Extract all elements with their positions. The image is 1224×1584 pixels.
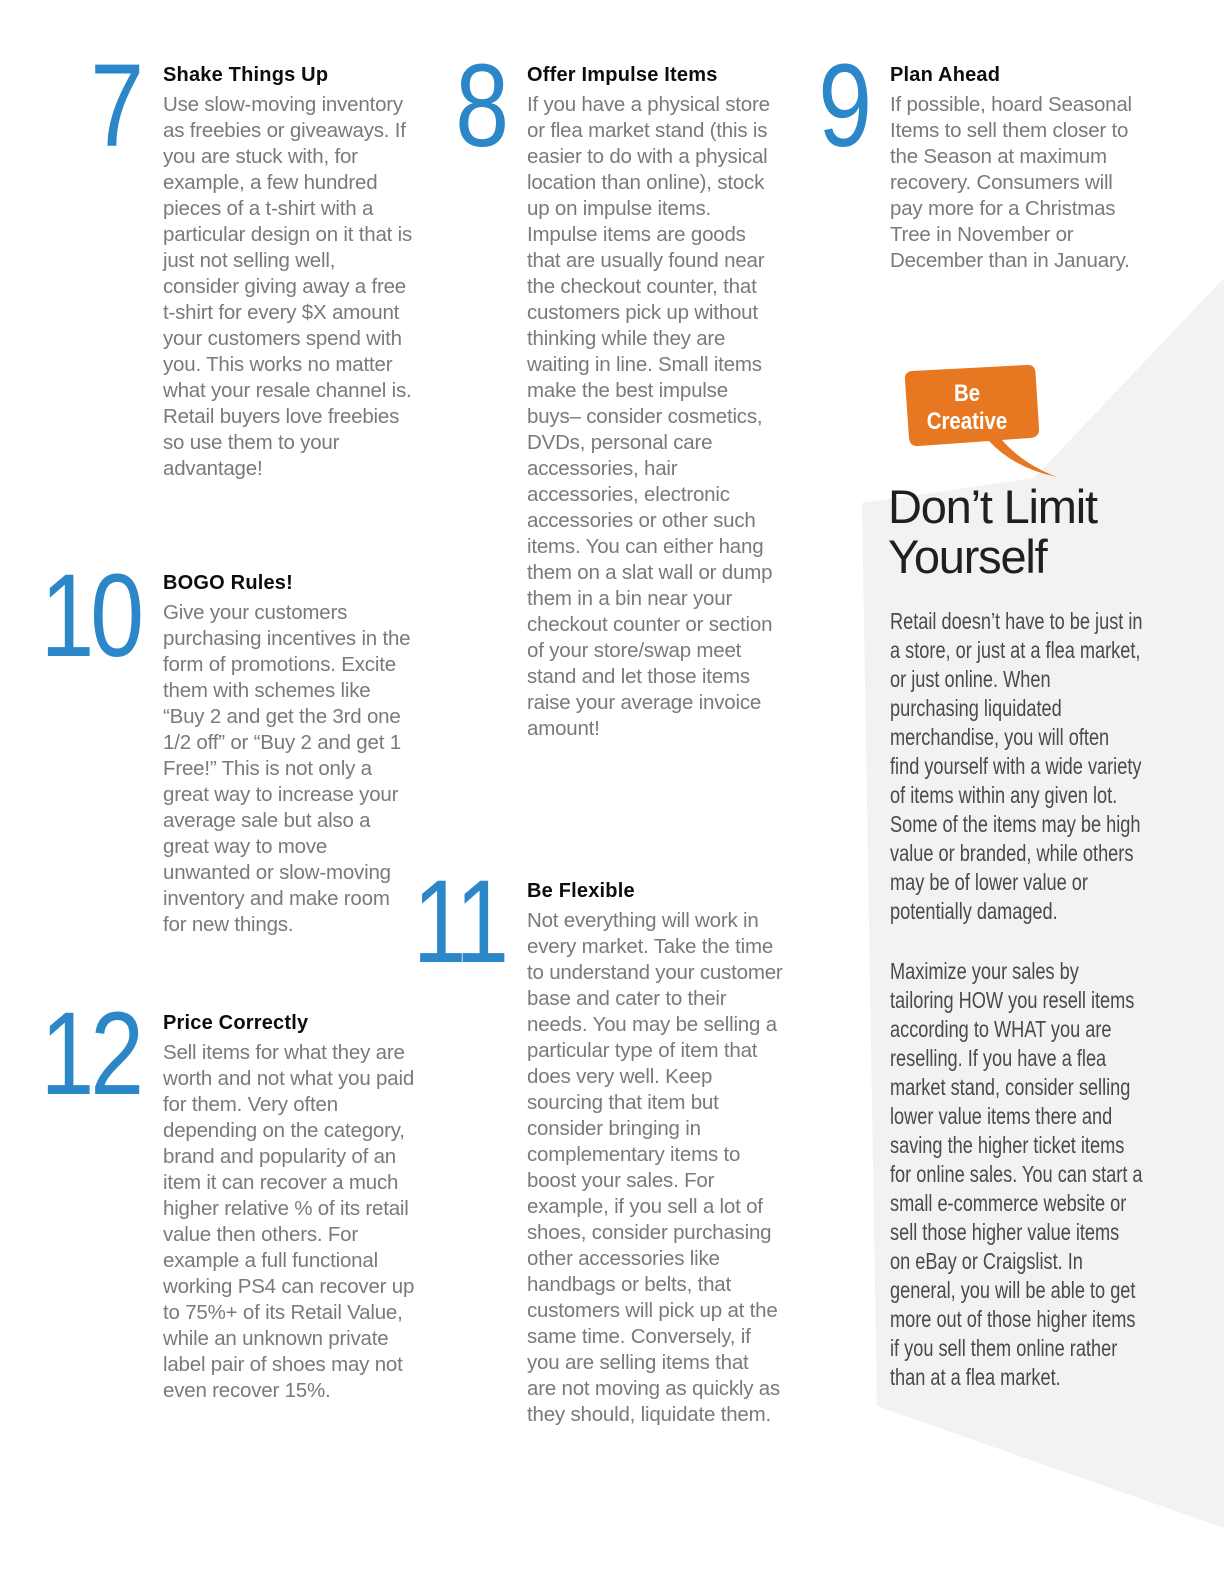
sidebar-paragraph-2: Maximize your sales by tailoring HOW you resell items according to WHAT you are reselling. If you have a flea market stand, consider selling lower value items there and saving the higher ticket items for online sales. You can start a small e-commerce website or sell those higher value items on eBay or Craigslist. In general, you will be able to get more out of those higher items if you sell them online rather than at a flea market. [890,958,1143,1390]
tip-10 [163,572,415,938]
callout-line-1: Be [953,380,981,407]
tip-8-title: Offer Impulse Items [527,64,718,86]
be-creative-callout [903,380,1031,436]
sidebar-paragraph-1: Retail doesn’t have to be just in a store, or just at a flea market, or just online. When purchasing liquidated merchandise, you will often find yourself with a wide variety of items within any given lot. Some of the items may be high value or branded, while others may be of lower value or potentially damaged. [890,608,1143,924]
sidebar-heading: Don’t Limit Yourself [888,480,1097,583]
tip-7-body: Use slow-moving inventory as freebies or giveaways. If you are stuck with, for example, a few hundred pieces of a t-shirt with a particular design on it that is just not selling well, consider giving away a free t-shirt for every $X amount your customers spend with you. This works no matter what your resale channel is. Retail buyers love freebies so use them to your advantage! [163,93,413,480]
tip-11-number: 11 [412,856,505,988]
tip-8 [527,64,783,742]
tip-12-body: Sell items for what they are worth and not what you paid for them. Very often depending on the category, brand and popularity of an item it can recover a much higher relative % of its retail value then others. For example a full functional working PS4 can recover up to 75%+ of its Retail Value, while an unknown private label pair of shoes may not even recover 15%. [163,1041,415,1402]
tip-8-number: 8 [455,40,505,172]
tip-7 [163,64,415,482]
tip-12 [163,1012,415,1404]
tip-10-body: Give your customers purchasing incentives in the form of promotions. Excite them with schemes like “Buy 2 and get the 3rd one 1/2 off” or “Buy 2 and get 1 Free!” This is not only a great way to increase your average sale but also a great way to move unwanted or slow-moving inventory and make room for new things. [163,601,411,936]
tip-9-title: Plan Ahead [890,64,1001,86]
tip-9-body: If possible, hoard Seasonal Items to sell them closer to the Season at maximum recovery. Consumers will pay more for a Christmas Tree in November or December than in January. [890,93,1132,272]
tip-10-number: 10 [40,550,140,682]
tip-10-title: BOGO Rules! [163,572,293,594]
tip-12-number: 12 [40,988,140,1120]
tip-7-title: Shake Things Up [163,64,329,86]
tip-8-body: If you have a physical store or flea market stand (this is easier to do with a physical location than online), stock up on impulse items. Impulse items are goods that are usually found near the checkout counter, that customers pick up without thinking while they are waiting in line. Small items make the best impulse buys– consider cosmetics, DVDs, personal care accessories, hair accessories, electronic accessories or other such items. You can either hang them on a slat wall or dump them in a bin near your checkout counter or section of your store/swap meet stand and let those items raise your average invoice amount! [527,93,773,740]
tip-9-number: 9 [818,40,868,172]
callout-line-2: Creative [926,408,1008,435]
tip-9 [890,64,1140,274]
tip-12-title: Price Correctly [163,1012,309,1034]
tip-7-number: 7 [90,40,140,172]
tip-11-body: Not everything will work in every market. Take the time to understand your customer base and cater to their needs. You may be selling a particular type of item that does very well. Keep sourcing that item but consider bringing in complementary items to boost your sales. For example, if you sell a lot of shoes, consider purchasing other accessories like handbags or belts, that customers will pick up at the same time. Conversely, if you are selling items that are not moving as quickly as they should, liquidate them. [527,909,783,1426]
tip-11 [527,880,783,1428]
tip-11-title: Be Flexible [527,880,635,902]
